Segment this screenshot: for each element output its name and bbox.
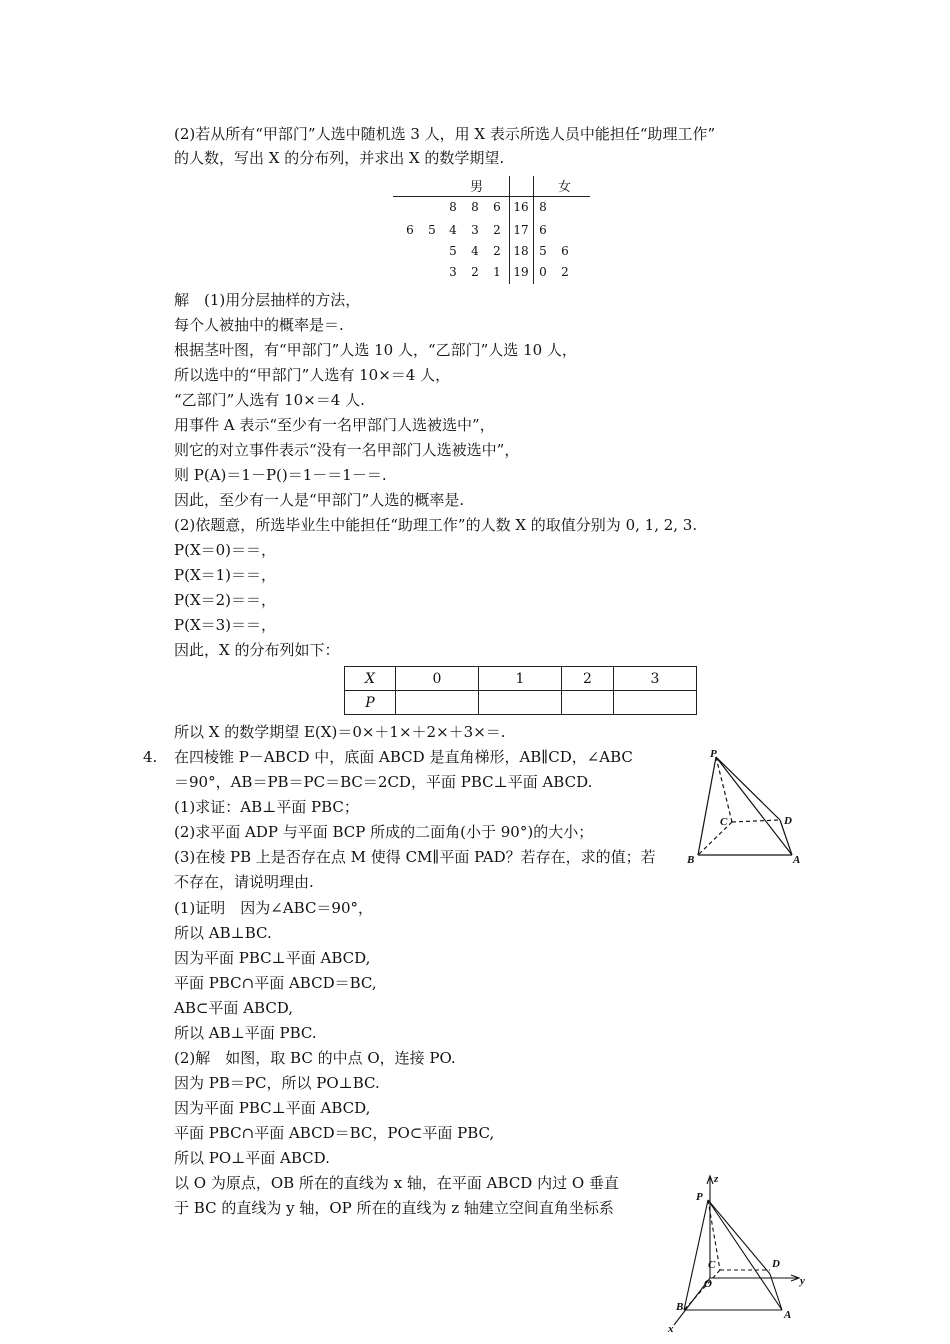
leaf: 2 <box>493 244 501 258</box>
stem-leaf-plot <box>393 174 593 286</box>
proof-line: 因为平面 PBC⊥平面 ABCD, <box>174 1099 371 1117</box>
vertex-label: A <box>793 854 801 866</box>
leaf: 1 <box>493 265 501 279</box>
solution-line: 所以选中的“甲部门”人选有 10×＝4 人， <box>174 366 451 384</box>
solution-line: 则它的对立事件表示“没有一名甲部门人选被选中”， <box>174 441 520 459</box>
leaf: 5 <box>539 244 547 258</box>
solution-line: 因此，至少有一人是“甲部门”人选的概率是. <box>174 491 465 509</box>
leaf: 2 <box>493 223 501 237</box>
axis-label: x <box>668 1323 674 1335</box>
axis-label: y <box>800 1275 805 1287</box>
axis-label: z <box>714 1173 719 1185</box>
origin-label: O <box>704 1278 712 1290</box>
leaf: 6 <box>406 223 414 237</box>
table-row <box>345 691 697 715</box>
leaf: 0 <box>539 265 547 279</box>
table-cell <box>614 691 697 715</box>
distribution-table <box>344 666 697 715</box>
proof-line: (1)证明 因为∠ABC＝90°， <box>174 899 374 917</box>
vertex-label: D <box>772 1258 780 1270</box>
proof-line: 因为平面 PBC⊥平面 ABCD, <box>174 949 371 967</box>
vertex-label: B <box>676 1301 684 1313</box>
proof-line: 因为 PB＝PC，所以 PO⊥BC. <box>174 1074 380 1092</box>
leaf: 6 <box>561 244 569 258</box>
leaf: 8 <box>539 200 547 214</box>
vertex-label: P <box>696 1191 703 1203</box>
stem: 19 <box>513 265 529 279</box>
proof-line: 所以 PO⊥平面 ABCD. <box>174 1149 330 1167</box>
leaf: 2 <box>471 265 479 279</box>
vertex-label: C <box>720 816 728 828</box>
proof-line: 平面 PBC∩平面 ABCD＝BC，PO⊂平面 PBC, <box>174 1124 495 1142</box>
table-cell: X <box>345 667 396 691</box>
question-line: (3)在棱 PB 上是否存在点 M 使得 CM∥平面 PAD？若存在，求的值；若 <box>174 848 656 866</box>
solution-line: 解 (1)用分层抽样的方法， <box>174 291 361 309</box>
solution-line: P(X＝3)＝＝， <box>174 616 277 634</box>
solution-line: 所以 X 的数学期望 E(X)＝0×＋1×＋2×＋3×＝. <box>174 723 506 741</box>
table-cell <box>479 691 562 715</box>
question-line: 在四棱锥 P－ABCD 中，底面 ABCD 是直角梯形，AB∥CD，∠ABC <box>174 748 633 766</box>
vertex-label: A <box>784 1309 792 1321</box>
pyramid-figure <box>680 745 810 870</box>
right-header: 女 <box>558 180 572 195</box>
table-cell: 0 <box>396 667 479 691</box>
leaf: 5 <box>449 244 457 258</box>
leaf: 4 <box>449 223 457 237</box>
question-line: ＝90°，AB＝PB＝PC＝BC＝2CD，平面 PBC⊥平面 ABCD. <box>174 773 593 791</box>
stem: 17 <box>513 223 529 237</box>
proof-line: 以 O 为原点，OB 所在的直线为 x 轴，在平面 ABCD 内过 O 垂直 <box>174 1174 619 1192</box>
leaf: 6 <box>493 200 501 214</box>
stem-divider-left <box>509 176 510 284</box>
table-cell: 2 <box>562 667 614 691</box>
stem: 18 <box>513 244 529 258</box>
table-cell <box>396 691 479 715</box>
leaf: 6 <box>539 223 547 237</box>
table-cell: P <box>345 691 396 715</box>
question-number: 4. <box>143 748 158 766</box>
proof-line: (2)解 如图，取 BC 的中点 O，连接 PO. <box>174 1049 456 1067</box>
vertex-label: B <box>687 854 695 866</box>
question-line: 不存在，请说明理由. <box>174 873 314 891</box>
header-rule <box>393 196 590 197</box>
question-part2-line2: 的人数，写出 X 的分布列，并求出 X 的数学期望. <box>174 149 505 167</box>
solution-line: P(X＝0)＝＝， <box>174 541 277 559</box>
proof-line: 平面 PBC∩平面 ABCD＝BC, <box>174 974 377 992</box>
proof-line: 所以 AB⊥平面 PBC. <box>174 1024 317 1042</box>
table-row <box>345 667 697 691</box>
solution-line: P(X＝2)＝＝， <box>174 591 277 609</box>
vertex-label: C <box>708 1259 716 1271</box>
leaf: 3 <box>471 223 479 237</box>
vertex-label: D <box>784 815 792 827</box>
coordinate-figure <box>660 1170 820 1340</box>
solution-line: 则 P(A)＝1－P()＝1－＝1－＝. <box>174 466 387 484</box>
question-line: (1)求证：AB⊥平面 PBC； <box>174 798 359 816</box>
solution-line: 用事件 A 表示“至少有一名甲部门人选被选中”， <box>174 416 495 434</box>
question-part2-line1: (2)若从所有“甲部门”人选中随机选 3 人，用 X 表示所选人员中能担任“助理工作” <box>174 125 716 143</box>
proof-line: 于 BC 的直线为 y 轴，OP 所在的直线为 z 轴建立空间直角坐标系 <box>174 1199 614 1217</box>
leaf: 8 <box>471 200 479 214</box>
solution-line: “乙部门”人选有 10×＝4 人. <box>174 391 365 409</box>
table-cell: 1 <box>479 667 562 691</box>
left-header: 男 <box>470 180 484 195</box>
leaf: 5 <box>428 223 436 237</box>
solution-line: 每个人被抽中的概率是＝. <box>174 316 344 334</box>
question-line: (2)求平面 ADP 与平面 BCP 所成的二面角(小于 90°)的大小； <box>174 823 594 841</box>
proof-line: AB⊂平面 ABCD, <box>174 999 294 1017</box>
leaf: 2 <box>561 265 569 279</box>
solution-line: P(X＝1)＝＝， <box>174 566 277 584</box>
leaf: 8 <box>449 200 457 214</box>
leaf: 4 <box>471 244 479 258</box>
proof-line: 所以 AB⊥BC. <box>174 924 272 942</box>
leaf: 3 <box>449 265 457 279</box>
table-cell <box>562 691 614 715</box>
stem: 16 <box>513 200 529 214</box>
vertex-label: P <box>710 748 717 760</box>
solution-line: 根据茎叶图，有“甲部门”人选 10 人，“乙部门”人选 10 人， <box>174 341 577 359</box>
solution-line: (2)依题意，所选毕业生中能担任“助理工作”的人数 X 的取值分别为 0, 1, 2, 3. <box>174 516 698 534</box>
table-cell: 3 <box>614 667 697 691</box>
stem-divider-right <box>533 176 534 284</box>
solution-line: 因此，X 的分布列如下： <box>174 641 340 659</box>
